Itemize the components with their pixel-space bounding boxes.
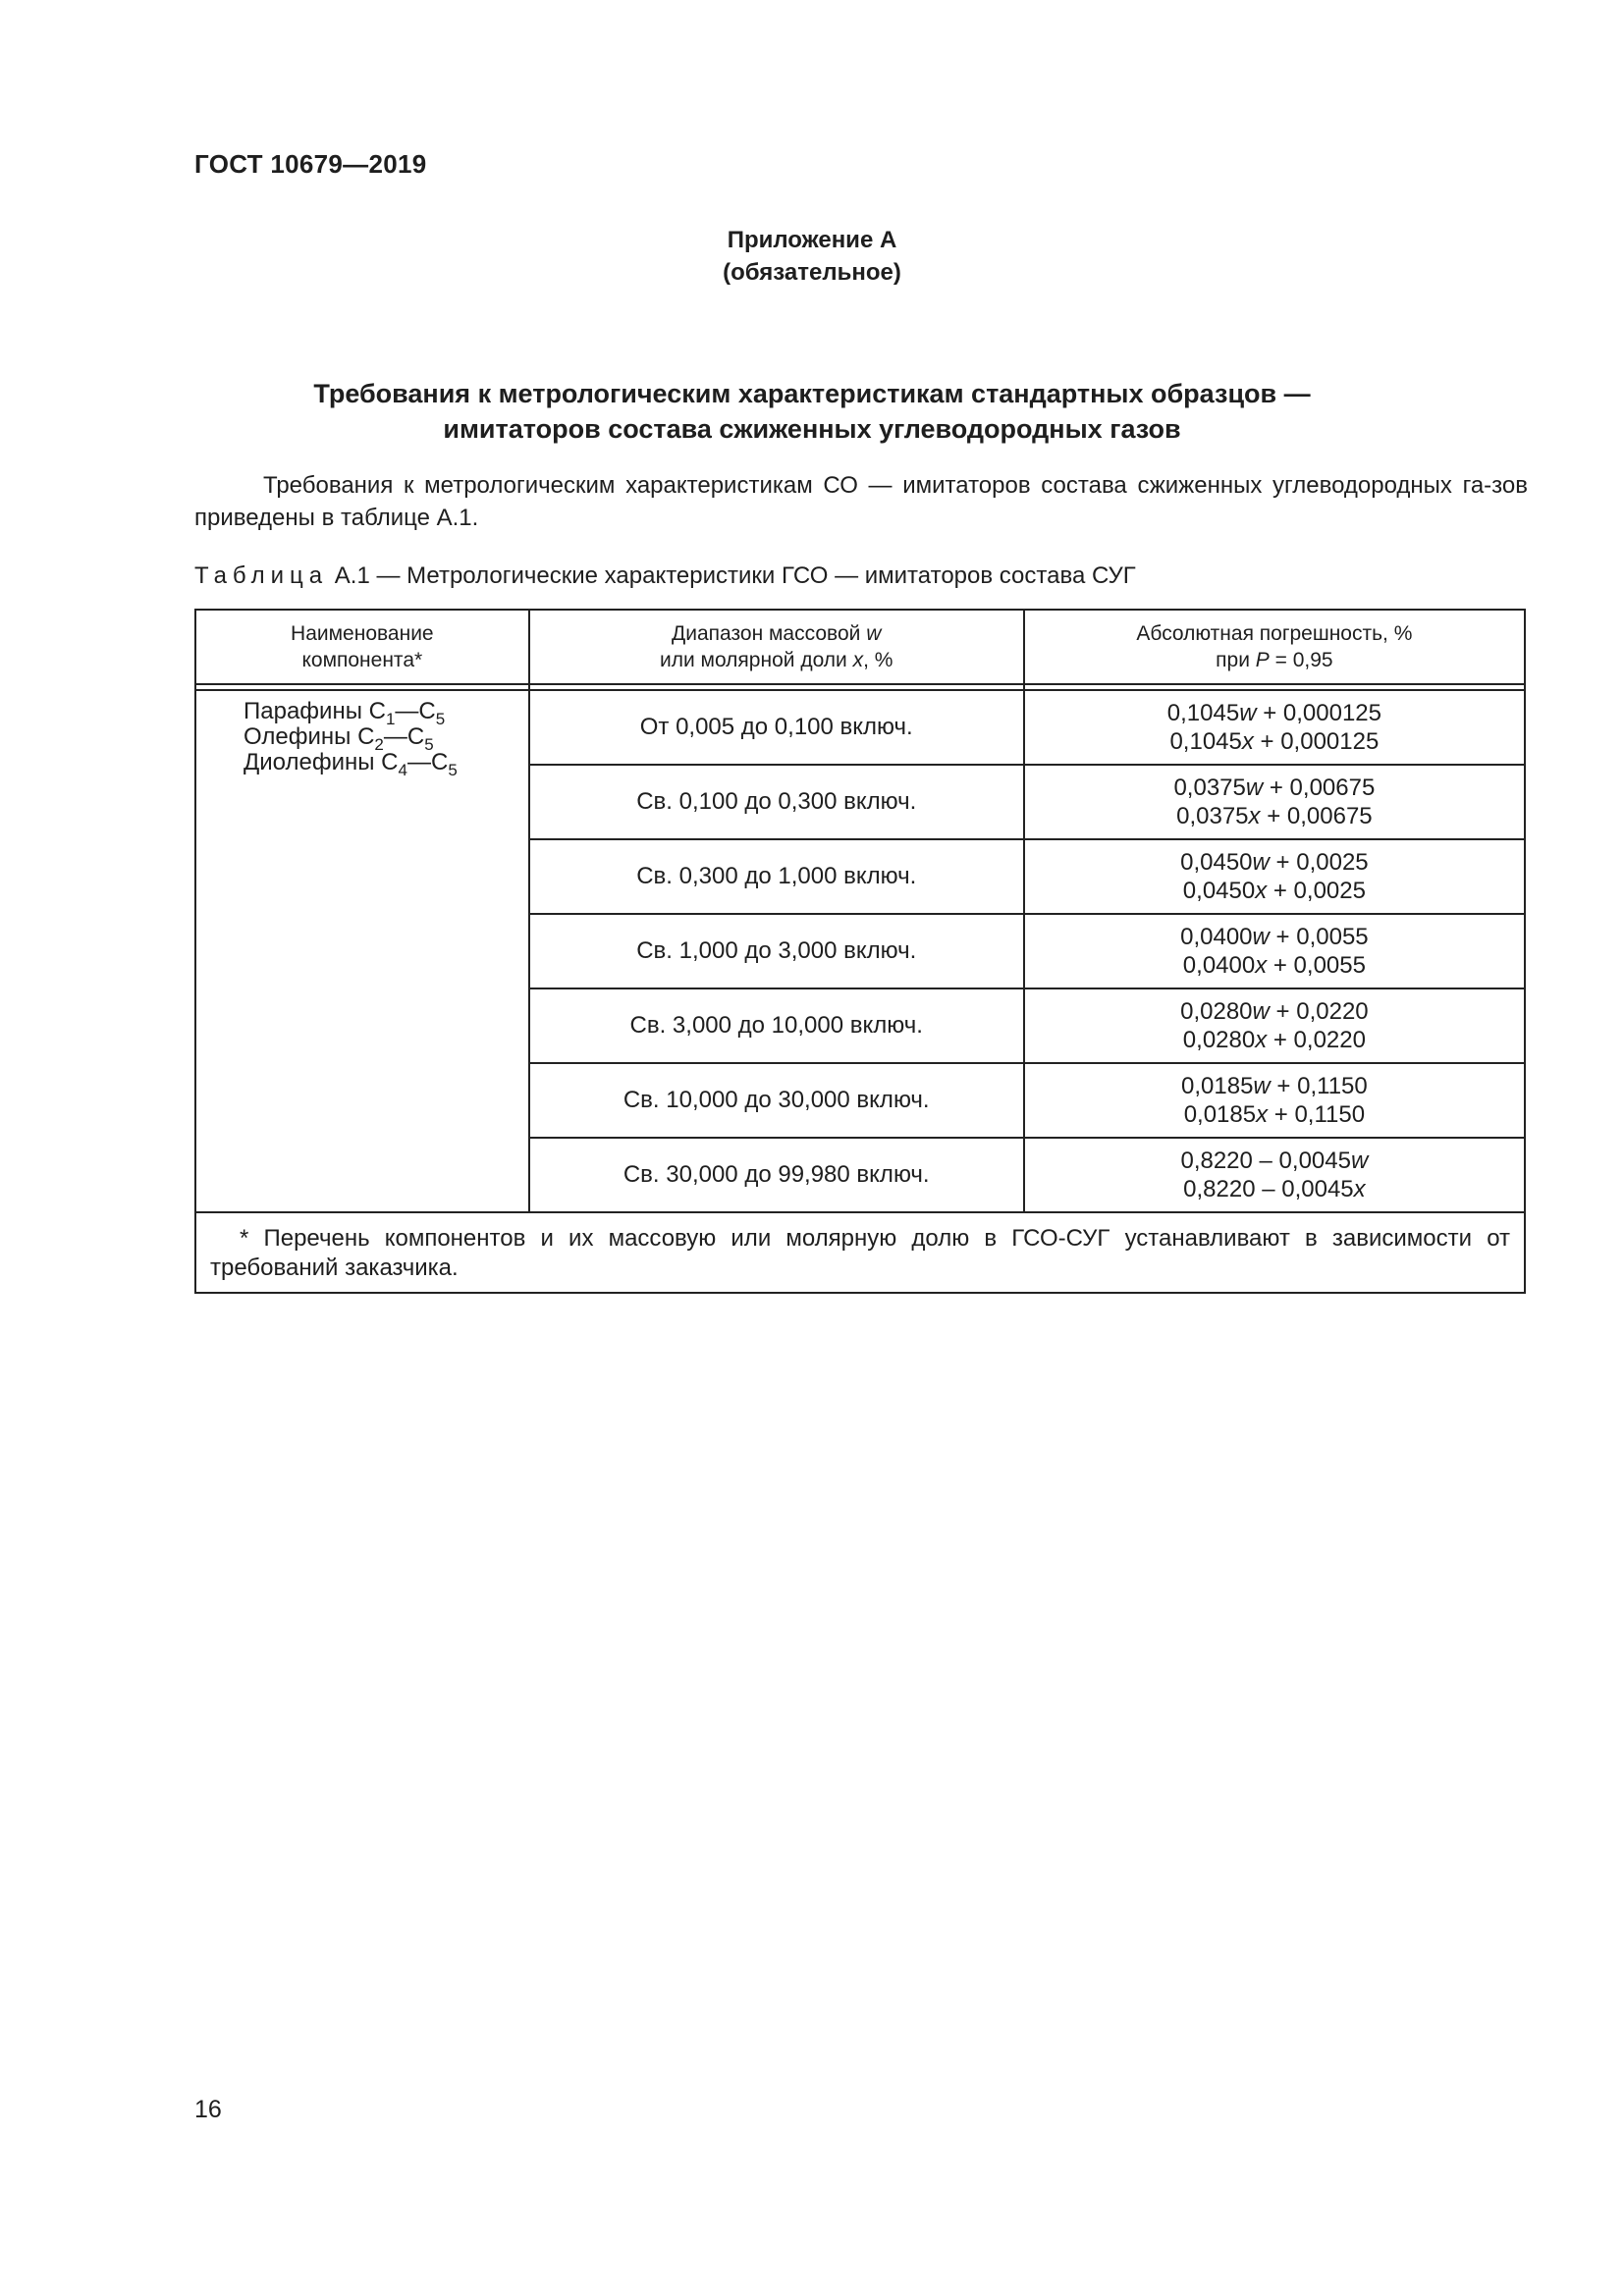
table-header-row <box>195 610 1525 684</box>
range-cell: Св. 30,000 до 99,980 включ. <box>529 1138 1024 1212</box>
component-paraffins: Парафины $С_1—С_5$ <box>244 698 446 728</box>
appendix-heading <box>0 224 1624 289</box>
metrology-table <box>194 609 1526 1294</box>
intro-text: Требования к метрологическим характеристикам СО — имитаторов состава сжиженных углеводородных га-зов приведены в таблице А.1. <box>194 472 1528 531</box>
document-code: ГОСТ 10679—2019 <box>194 149 427 179</box>
appendix-status: (обязательное) <box>723 259 901 286</box>
table-caption-text: А.1 — Метрологические характеристики ГСО — имитаторов состава СУГ <box>334 562 1136 589</box>
table-caption-word: Таблица <box>194 562 329 589</box>
range-cell: Св. 3,000 до 10,000 включ. <box>529 988 1024 1063</box>
header-component: Наименование компонента* <box>195 610 529 684</box>
page-number: 16 <box>194 2096 222 2123</box>
range-cell: Св. 10,000 до 30,000 включ. <box>529 1063 1024 1138</box>
error-cell: 0,1045w + 0,000125 0,1045x + 0,000125 <box>1024 690 1525 765</box>
header-error: Абсолютная погрешность, % при P = 0,95 <box>1024 610 1525 684</box>
component-diolefins: Диолефины $С_4—С_5$ <box>244 749 458 779</box>
error-cell: 0,0280w + 0,0220 0,0280x + 0,0220 <box>1024 988 1525 1063</box>
range-cell: Св. 0,100 до 0,300 включ. <box>529 765 1024 839</box>
table-footnote: * Перечень компонентов и их массовую или молярную долю в ГСО-СУГ устанавливают в зависимости от требований заказчика. <box>195 1212 1525 1293</box>
appendix-label: Приложение А <box>727 227 897 253</box>
component-cell <box>195 690 529 1212</box>
intro-paragraph <box>194 469 1528 534</box>
component-olefins: Олефины $С_2—С_5$ <box>244 723 434 754</box>
appendix-title-line-1: Требования к метрологическим характеристикам стандартных образцов — <box>313 379 1311 408</box>
table-row <box>195 690 1525 765</box>
footnote-row <box>195 1212 1525 1293</box>
table-caption <box>194 560 1136 592</box>
range-cell: От 0,005 до 0,100 включ. <box>529 690 1024 765</box>
error-cell: 0,8220 – 0,0045w 0,8220 – 0,0045x <box>1024 1138 1525 1212</box>
error-cell: 0,0400w + 0,0055 0,0400x + 0,0055 <box>1024 914 1525 988</box>
range-cell: Св. 0,300 до 1,000 включ. <box>529 839 1024 914</box>
error-cell: 0,0450w + 0,0025 0,0450x + 0,0025 <box>1024 839 1525 914</box>
error-cell: 0,0185w + 0,1150 0,0185x + 0,1150 <box>1024 1063 1525 1138</box>
range-cell: Св. 1,000 до 3,000 включ. <box>529 914 1024 988</box>
error-cell: 0,0375w + 0,00675 0,0375x + 0,00675 <box>1024 765 1525 839</box>
header-range: Диапазон массовой w или молярной доли x, % <box>529 610 1024 684</box>
appendix-title <box>275 376 1349 447</box>
appendix-title-line-2: имитаторов состава сжиженных углеводородных газов <box>443 414 1181 444</box>
